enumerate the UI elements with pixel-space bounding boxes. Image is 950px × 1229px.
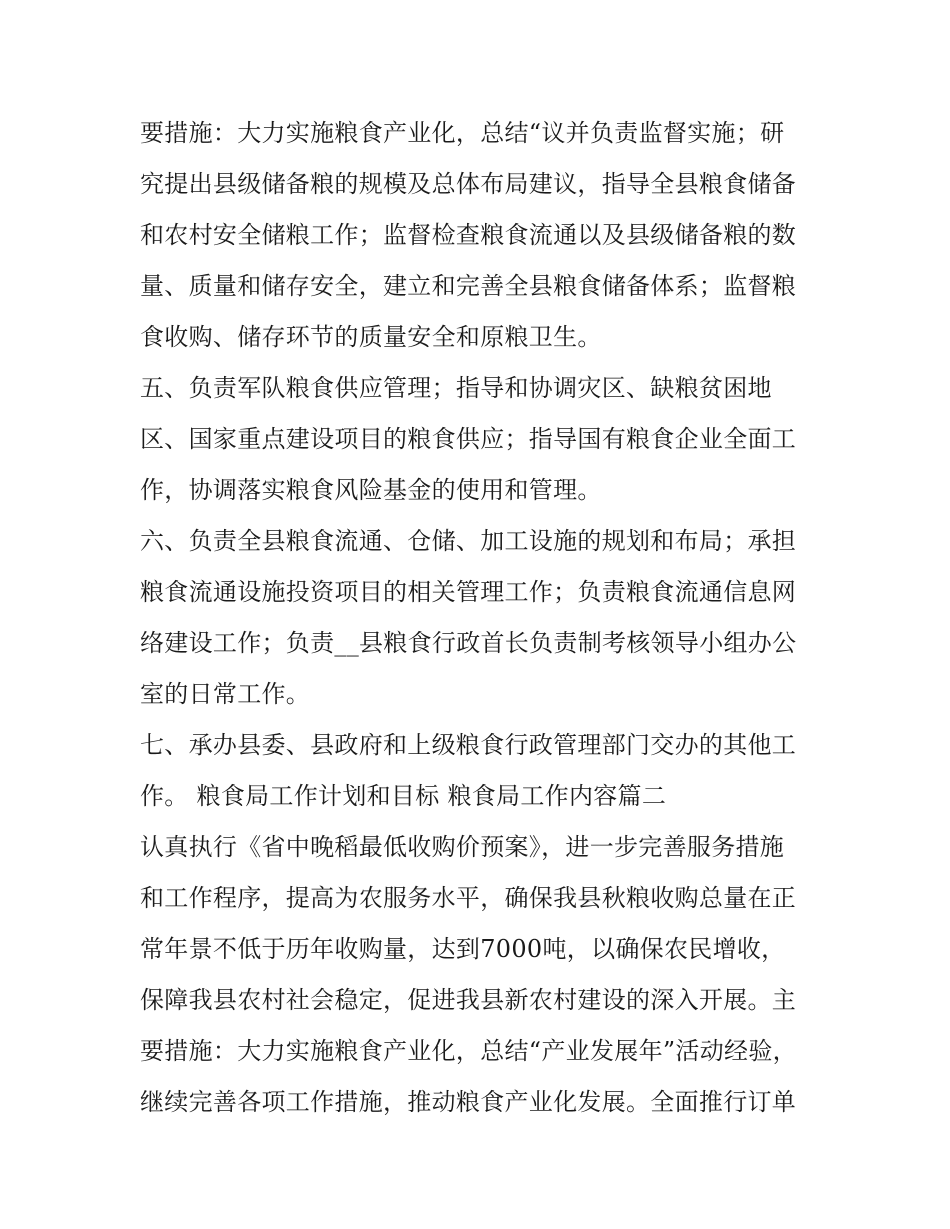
text-line: 粮食流通设施投资项目的相关管理工作；负责粮食流通信息网 bbox=[140, 578, 797, 606]
text-line: 量、质量和储存安全，建立和完善全县粮食储备体系；监督粮 bbox=[140, 272, 797, 300]
text-line: 室的日常工作。 bbox=[140, 680, 311, 708]
text-line: 保障我县农村社会稳定，促进我县新农村建设的深入开展。主 bbox=[140, 986, 797, 1014]
text-line: 络建设工作；负责__县粮食行政首长负责制考核领导小组办公 bbox=[140, 629, 797, 657]
text-line: 食收购、储存环节的质量安全和原粮卫生。 bbox=[140, 323, 602, 351]
text-line: 作，协调落实粮食风险基金的使用和管理。 bbox=[140, 476, 602, 504]
document-body bbox=[140, 108, 830, 1128]
text-line: 常年景不低于历年收购量，达到7000吨，以确保农民增收， bbox=[140, 935, 786, 963]
text-line: 要措施：大力实施粮食产业化，总结“产业发展年”活动经验， bbox=[140, 1037, 797, 1065]
text-line: 继续完善各项工作措施，推动粮食产业化发展。全面推行订单 bbox=[140, 1088, 797, 1116]
text-line: 七、承办县委、县政府和上级粮食行政管理部门交办的其他工 bbox=[140, 731, 797, 759]
text-line: 和农村安全储粮工作；监督检查粮食流通以及县级储备粮的数 bbox=[140, 221, 797, 249]
text-line: 六、负责全县粮食流通、仓储、加工设施的规划和布局；承担 bbox=[140, 527, 797, 555]
text-line: 要措施：大力实施粮食产业化，总结“议并负责监督实施；研 bbox=[140, 119, 785, 147]
text-line: 认真执行《省中晚稻最低收购价预案》，进一步完善服务措施 bbox=[140, 833, 785, 861]
text-line: 五、负责军队粮食供应管理；指导和协调灾区、缺粮贫困地 bbox=[140, 374, 772, 402]
text-line: 区、国家重点建设项目的粮食供应；指导国有粮食企业全面工 bbox=[140, 425, 797, 453]
text-line: 究提出县级储备粮的规模及总体布局建议，指导全县粮食储备 bbox=[140, 170, 797, 198]
text-line: 作。 粮食局工作计划和目标 粮食局工作内容篇二 bbox=[140, 782, 667, 810]
text-line: 和工作程序，提高为农服务水平，确保我县秋粮收购总量在正 bbox=[140, 884, 797, 912]
